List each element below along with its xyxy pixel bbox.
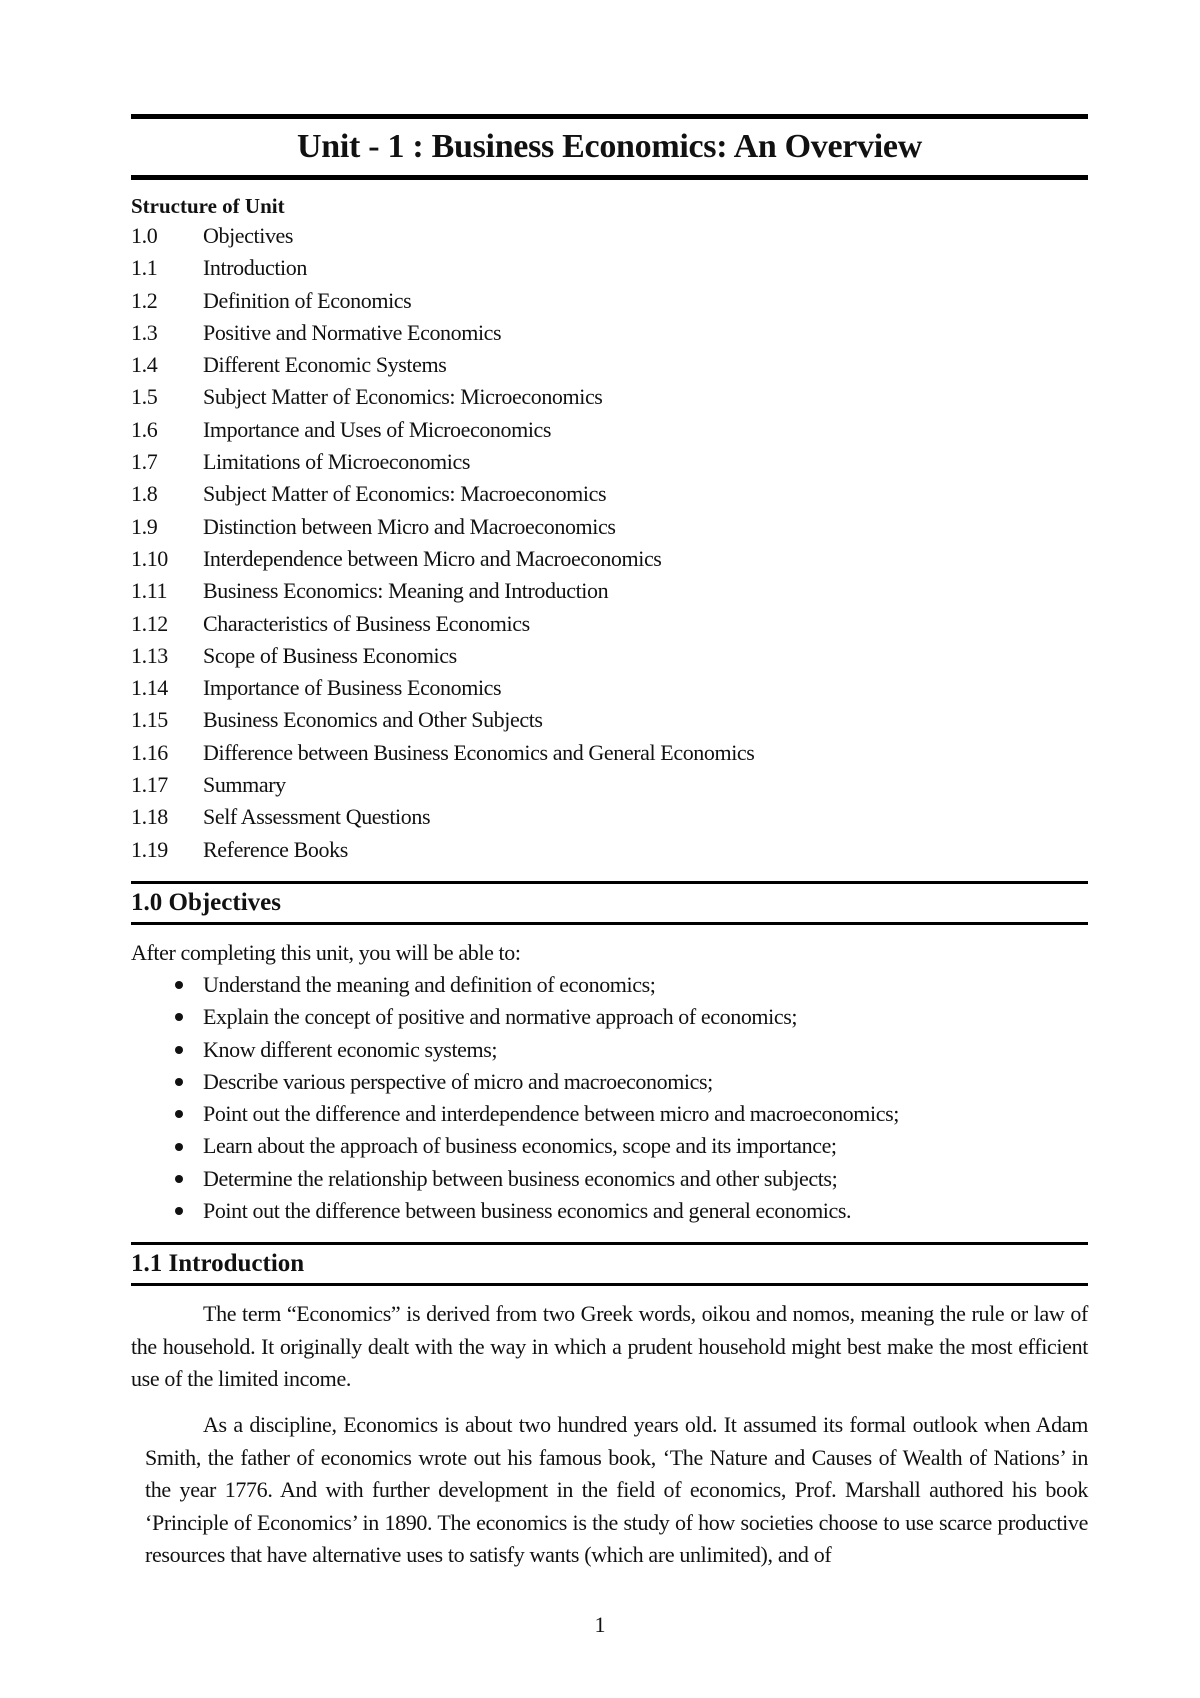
- section-heading: 1.0 Objectives: [131, 888, 281, 916]
- toc-item-number: 1.17: [131, 772, 168, 798]
- title-bottom-rule: [131, 175, 1088, 180]
- bullet-icon: [175, 1110, 183, 1118]
- toc-item-number: 1.14: [131, 675, 168, 701]
- toc-item-label: Reference Books: [203, 836, 348, 862]
- toc-item-label: Limitations of Microeconomics: [203, 449, 471, 475]
- objective-text: Understand the meaning and definition of economics;: [203, 971, 656, 997]
- toc-item-number: 1.5: [131, 384, 158, 410]
- toc-item: [131, 478, 1088, 510]
- objective-item: [131, 1130, 1088, 1162]
- toc-item: [131, 511, 1088, 543]
- toc-item: [131, 801, 1088, 833]
- toc-item-number: 1.0: [131, 223, 158, 248]
- toc-item: [131, 769, 1088, 801]
- bullet-icon: [175, 1207, 183, 1215]
- bullet-icon: [175, 1013, 183, 1021]
- objective-item: [131, 1066, 1088, 1098]
- toc-item: [131, 543, 1088, 575]
- toc-item-number: 1.10: [131, 545, 168, 571]
- toc-item-number: 1.15: [131, 707, 168, 733]
- toc-item: [131, 285, 1088, 317]
- toc-list: [131, 220, 1088, 866]
- bullet-icon: [175, 1175, 183, 1183]
- toc-item-label: Definition of Economics: [203, 287, 412, 313]
- page-content: [131, 114, 1088, 1572]
- objective-text: Point out the difference between business economics and general economics.: [203, 1198, 852, 1224]
- section-rule: [131, 922, 1088, 925]
- toc-item: [131, 672, 1088, 704]
- objective-item: [131, 1034, 1088, 1066]
- toc-item-number: 1.1: [131, 255, 158, 281]
- toc-item-label: Scope of Business Economics: [203, 642, 457, 668]
- objective-text: Determine the relationship between business economics and other subjects;: [203, 1165, 838, 1191]
- toc-item: [131, 317, 1088, 349]
- toc-item: [131, 252, 1088, 284]
- introduction-heading-block: [131, 1242, 1088, 1286]
- toc-item: [131, 575, 1088, 607]
- toc-item-number: 1.18: [131, 804, 168, 830]
- toc-heading: Structure of Unit: [131, 194, 285, 218]
- objective-item: [131, 1163, 1088, 1195]
- toc-item-label: Business Economics and Other Subjects: [203, 707, 543, 733]
- toc-item-label: Interdependence between Micro and Macroeconomics: [203, 545, 662, 571]
- toc-item: [131, 640, 1088, 672]
- toc-item-label: Summary: [203, 772, 286, 798]
- unit-title: Unit - 1 : Business Economics: An Overview: [297, 128, 922, 165]
- objective-text: Know different economic systems;: [203, 1036, 498, 1062]
- toc-item: [131, 220, 1088, 252]
- page-number: 1: [594, 1612, 606, 1637]
- toc-item-label: Importance of Business Economics: [203, 675, 502, 701]
- toc-item-number: 1.16: [131, 739, 168, 765]
- intro-paragraph: As a discipline, Economics is about two hundred years old. It assumed its formal outlook when Adam Smith, the father of economics wrote out his famous book, ‘The Nature and Causes of Wealth of Nations’ in the year 1776. And with further development in the field of economics, Prof. Marshall authored his book ‘Principle of Economics’ in 1890. The economics is the study of how societies choose to use scarce productive resources that have alternative uses to satisfy wants (which are unlimited), and of: [145, 1412, 1088, 1568]
- toc-item-number: 1.7: [131, 449, 158, 475]
- objective-text: Explain the concept of positive and normative approach of economics;: [203, 1004, 798, 1030]
- objective-item: [131, 1001, 1088, 1033]
- toc-item-number: 1.12: [131, 610, 168, 636]
- toc-item-label: Difference between Business Economics and General Economics: [203, 739, 755, 765]
- toc-item-label: Introduction: [203, 255, 307, 281]
- toc-item: [131, 704, 1088, 736]
- toc-item: [131, 446, 1088, 478]
- objective-text: Learn about the approach of business economics, scope and its importance;: [203, 1133, 837, 1159]
- toc-item-label: Positive and Normative Economics: [203, 319, 502, 345]
- toc-item: [131, 414, 1088, 446]
- toc-item-label: Different Economic Systems: [203, 352, 447, 378]
- toc-item-label: Distinction between Micro and Macroeconomics: [203, 513, 616, 539]
- toc-item-number: 1.6: [131, 416, 158, 442]
- toc-item-number: 1.13: [131, 642, 168, 668]
- objectives-list: [131, 969, 1088, 1227]
- section-rule: [131, 1283, 1088, 1286]
- toc-item-number: 1.4: [131, 352, 158, 378]
- toc-item-number: 1.8: [131, 481, 158, 507]
- bullet-icon: [175, 1143, 183, 1151]
- toc-item: [131, 349, 1088, 381]
- toc-item-label: Characteristics of Business Economics: [203, 610, 530, 636]
- toc-item: [131, 381, 1088, 413]
- bullet-icon: [175, 1078, 183, 1086]
- objective-item: [131, 1195, 1088, 1227]
- bullet-icon: [175, 1046, 183, 1054]
- section-heading: 1.1 Introduction: [131, 1250, 305, 1278]
- bullet-icon: [175, 981, 183, 989]
- toc-item-label: Objectives: [203, 223, 294, 248]
- toc-item: [131, 737, 1088, 769]
- objective-text: Describe various perspective of micro and macroeconomics;: [203, 1068, 713, 1094]
- intro-paragraph: The term “Economics” is derived from two Greek words, oikou and nomos, meaning the rule or law of the household. It originally dealt with the way in which a prudent household might best make the most efficient use of the limited income.: [131, 1301, 1088, 1391]
- toc-item-number: 1.2: [131, 287, 158, 313]
- toc-item-number: 1.11: [131, 578, 168, 604]
- objective-item: [131, 1098, 1088, 1130]
- toc-item-label: Business Economics: Meaning and Introduction: [203, 578, 609, 604]
- toc-item-number: 1.3: [131, 319, 158, 345]
- objective-item: [131, 969, 1088, 1001]
- toc-item-label: Subject Matter of Economics: Microeconomics: [203, 384, 603, 410]
- toc-item: [131, 608, 1088, 640]
- toc-item-number: 1.9: [131, 513, 158, 539]
- objectives-heading-block: [131, 881, 1088, 925]
- toc-item-label: Subject Matter of Economics: Macroeconomics: [203, 481, 607, 507]
- objectives-lead: After completing this unit, you will be able to:: [131, 939, 521, 965]
- toc-item: [131, 834, 1088, 866]
- toc-item-label: Self Assessment Questions: [203, 804, 431, 830]
- toc-item-number: 1.19: [131, 836, 168, 862]
- objective-text: Point out the difference and interdependence between micro and macroeconomics;: [203, 1101, 899, 1127]
- toc-item-label: Importance and Uses of Microeconomics: [203, 416, 552, 442]
